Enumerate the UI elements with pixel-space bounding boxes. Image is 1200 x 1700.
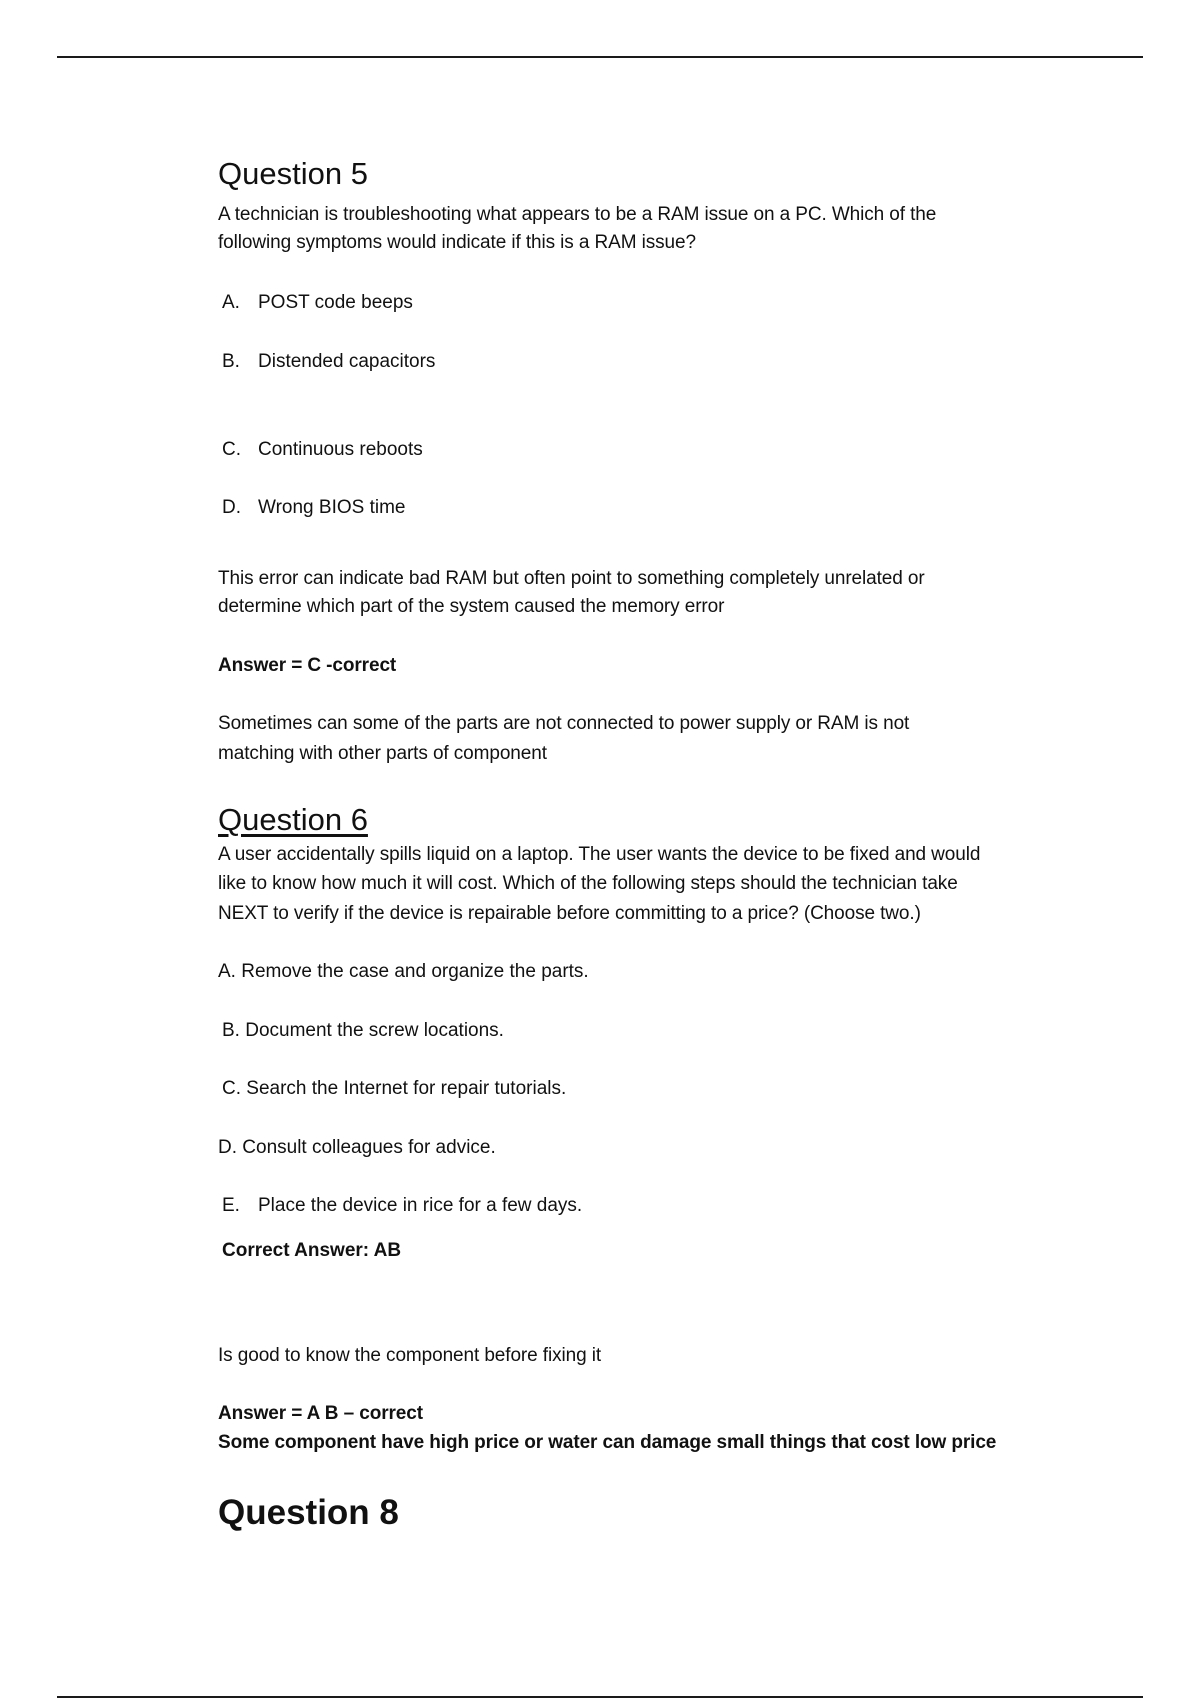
question-6-answer-note: Some component have high price or water can damage small things that cost low price xyxy=(218,1432,997,1453)
question-6-note: Is good to know the component before fixing it xyxy=(218,1345,602,1366)
question-5-prompt-line-1: A technician is troubleshooting what appears to be a RAM issue on a PC. Which of the xyxy=(218,204,937,225)
question-6-option-a: A. Remove the case and organize the parts. xyxy=(218,961,589,982)
option-letter: A. xyxy=(222,292,240,313)
option-letter: C. xyxy=(222,439,241,460)
question-6-prompt-line-2: like to know how much it will cost. Which of the following steps should the technician take xyxy=(218,873,958,894)
question-5-option-a xyxy=(222,289,413,317)
question-6-prompt-line-1: A user accidentally spills liquid on a laptop. The user wants the device to be fixed and would xyxy=(218,844,981,865)
question-6-correct-answer: Correct Answer: AB xyxy=(222,1240,402,1261)
header-rule xyxy=(57,56,1143,58)
option-text: Distended capacitors xyxy=(258,351,436,372)
option-letter: B. xyxy=(222,351,240,372)
question-8-title: Question 8 xyxy=(218,1493,399,1532)
question-5-option-d xyxy=(222,494,405,522)
question-5-explanation-line-1: This error can indicate bad RAM but often point to something completely unrelated or xyxy=(218,568,925,589)
question-5-explanation-line-2: determine which part of the system caused the memory error xyxy=(218,596,725,617)
question-5-option-c xyxy=(222,436,423,464)
option-text: POST code beeps xyxy=(258,292,413,313)
option-letter: E. xyxy=(222,1195,240,1216)
question-6-option-d: D. Consult colleagues for advice. xyxy=(218,1137,496,1158)
question-6-prompt-line-3: NEXT to verify if the device is repairable before committing to a price? (Choose two.) xyxy=(218,903,921,924)
question-5-note-line-1: Sometimes can some of the parts are not connected to power supply or RAM is not xyxy=(218,713,910,734)
question-6-option-e xyxy=(222,1192,582,1220)
option-text: Place the device in rice for a few days. xyxy=(258,1195,583,1216)
question-5-option-b xyxy=(222,348,435,376)
question-6-title: Question 6 xyxy=(218,802,368,837)
question-6-option-b: B. Document the screw locations. xyxy=(222,1020,504,1041)
question-6-answer: Answer = A B – correct xyxy=(218,1403,423,1424)
question-5-title: Question 5 xyxy=(218,156,368,191)
question-6-option-c: C. Search the Internet for repair tutorials. xyxy=(222,1078,567,1099)
question-5-note-line-2: matching with other parts of component xyxy=(218,743,547,764)
option-text: Wrong BIOS time xyxy=(258,497,406,518)
option-text: Continuous reboots xyxy=(258,439,423,460)
footer-rule xyxy=(57,1696,1143,1698)
question-5-prompt-line-2: following symptoms would indicate if this is a RAM issue? xyxy=(218,232,696,253)
question-5-answer: Answer = C -correct xyxy=(218,655,397,676)
option-letter: D. xyxy=(222,497,241,518)
